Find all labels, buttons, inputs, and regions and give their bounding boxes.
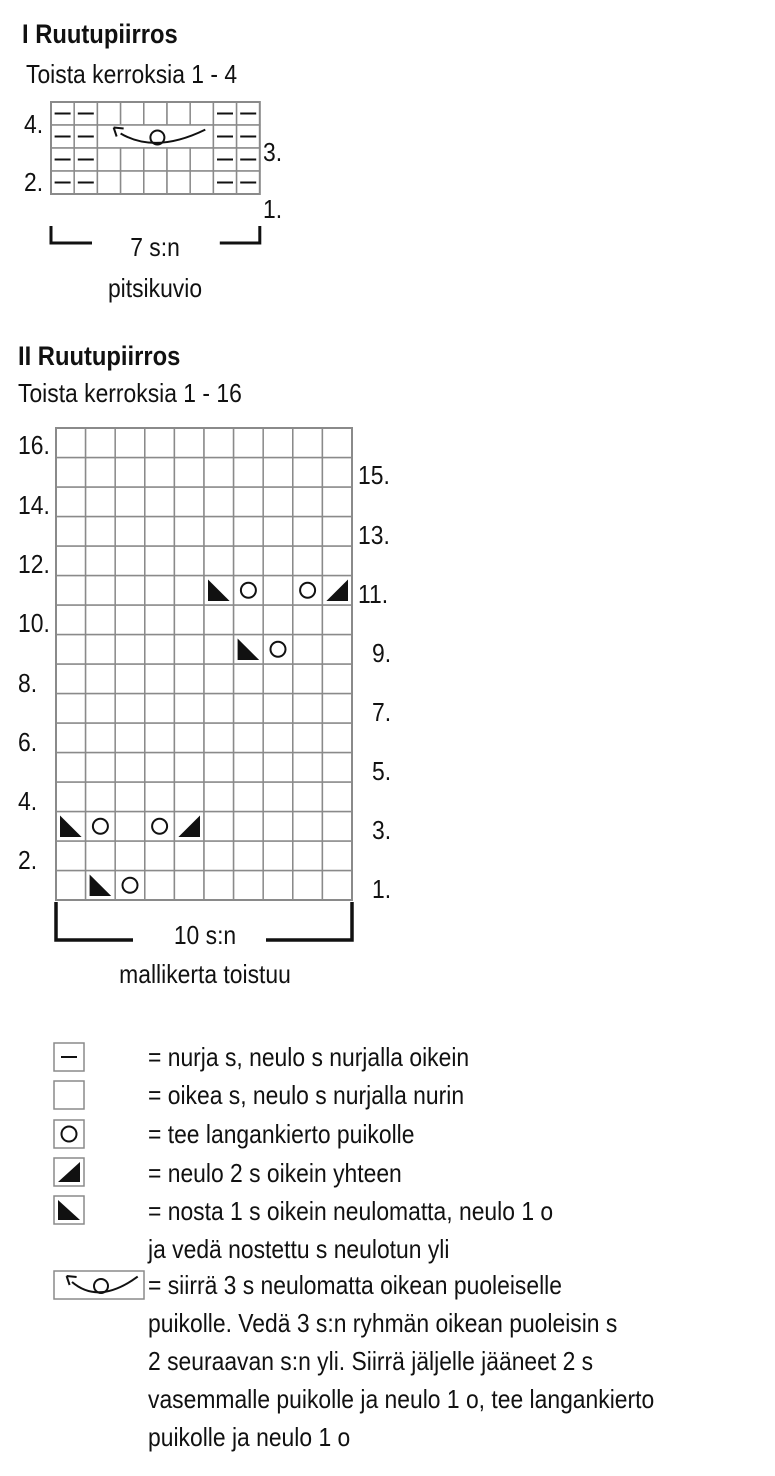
chart2-cell bbox=[174, 605, 204, 635]
chart1-grid bbox=[51, 102, 260, 194]
chart2-row-label-2: 2. bbox=[18, 845, 38, 875]
chart2-cell bbox=[293, 635, 323, 665]
chart2-cell bbox=[293, 487, 323, 517]
chart2-cell bbox=[263, 487, 293, 517]
chart2-cell bbox=[322, 871, 352, 901]
chart2-cell bbox=[86, 428, 116, 458]
chart2-cell bbox=[174, 753, 204, 783]
chart2-cell bbox=[86, 841, 116, 871]
chart2-cell bbox=[56, 841, 86, 871]
chart2-cell bbox=[115, 753, 145, 783]
legend-knit-box bbox=[54, 1081, 84, 1109]
legend-text-k2tog: = neulo 2 s oikein yhteen bbox=[148, 1158, 402, 1188]
chart2-cell bbox=[263, 546, 293, 576]
chart2-cell bbox=[263, 694, 293, 724]
chart1-cell bbox=[97, 148, 120, 171]
chart1-cell bbox=[190, 102, 213, 125]
chart2-cell bbox=[115, 428, 145, 458]
chart2-cell bbox=[174, 871, 204, 901]
chart2-cell bbox=[115, 458, 145, 488]
chart2-cell bbox=[293, 753, 323, 783]
chart2-cell bbox=[204, 517, 234, 547]
chart2-cell bbox=[293, 871, 323, 901]
chart2-cell bbox=[263, 753, 293, 783]
chart2-cell bbox=[322, 458, 352, 488]
chart2-cell bbox=[145, 458, 175, 488]
chart2-cell bbox=[234, 723, 264, 753]
chart1-cell bbox=[167, 148, 190, 171]
chart2-cell bbox=[86, 576, 116, 606]
chart2-bracket-left bbox=[56, 902, 133, 940]
chart1-bracket-left bbox=[51, 226, 92, 243]
chart2-cell bbox=[115, 635, 145, 665]
chart2-cell bbox=[322, 841, 352, 871]
chart2-cell bbox=[174, 428, 204, 458]
chart1-bracket bbox=[51, 226, 260, 243]
chart2-cell bbox=[234, 546, 264, 576]
chart2-cell bbox=[234, 782, 264, 812]
chart2-cell bbox=[145, 753, 175, 783]
chart1-width-label: 7 s:n bbox=[130, 232, 180, 262]
chart1-bracket-right bbox=[220, 226, 260, 243]
chart2-cell bbox=[115, 487, 145, 517]
chart2-cell bbox=[86, 664, 116, 694]
chart2-cell bbox=[145, 723, 175, 753]
chart2-row-label-10: 10. bbox=[18, 608, 50, 638]
chart2-repeat-label: mallikerta toistuu bbox=[119, 959, 291, 989]
chart2-cell bbox=[234, 871, 264, 901]
chart2-cell bbox=[56, 635, 86, 665]
chart2-cell bbox=[86, 753, 116, 783]
chart2-cell bbox=[322, 664, 352, 694]
chart2-cell bbox=[234, 458, 264, 488]
chart2-cell bbox=[115, 841, 145, 871]
chart2-cell bbox=[293, 782, 323, 812]
chart2-cell bbox=[145, 694, 175, 724]
chart2-cell bbox=[174, 782, 204, 812]
chart2-row-label-14: 14. bbox=[18, 490, 50, 520]
chart2-cell bbox=[204, 841, 234, 871]
chart2-cell bbox=[263, 428, 293, 458]
chart2-cell bbox=[145, 782, 175, 812]
chart2-cell bbox=[204, 458, 234, 488]
legend-yo-box bbox=[54, 1120, 84, 1148]
chart2-cell bbox=[204, 664, 234, 694]
chart2-row-label-4: 4. bbox=[18, 786, 38, 816]
chart2-cell bbox=[322, 812, 352, 842]
chart2-cell bbox=[115, 723, 145, 753]
chart2-cell bbox=[234, 487, 264, 517]
chart2-cell bbox=[86, 694, 116, 724]
chart2-cell bbox=[56, 871, 86, 901]
chart1-cell bbox=[167, 171, 190, 194]
chart2-cell bbox=[115, 871, 145, 901]
chart2-cell bbox=[204, 782, 234, 812]
chart2-cell bbox=[145, 841, 175, 871]
chart2-cell bbox=[86, 546, 116, 576]
legend-text-purl: = nurja s, neulo s nurjalla oikein bbox=[148, 1042, 470, 1072]
chart2-cell bbox=[204, 546, 234, 576]
chart2-cell bbox=[263, 576, 293, 606]
chart2-cell bbox=[204, 812, 234, 842]
chart2-cell bbox=[56, 694, 86, 724]
chart2-cell bbox=[263, 782, 293, 812]
chart2-cell bbox=[234, 694, 264, 724]
chart2-cell bbox=[204, 605, 234, 635]
chart2-cell bbox=[56, 605, 86, 635]
legend-symbols bbox=[54, 1043, 144, 1299]
chart2-cell bbox=[174, 723, 204, 753]
chart2-cell bbox=[86, 605, 116, 635]
chart1-cell bbox=[121, 148, 144, 171]
chart2-cell bbox=[263, 841, 293, 871]
chart2-cell bbox=[204, 428, 234, 458]
legend-text-knit: = oikea s, neulo s nurjalla nurin bbox=[148, 1080, 465, 1110]
chart2-cell bbox=[293, 723, 323, 753]
chart2-cell bbox=[86, 782, 116, 812]
chart2-row-label-13: 13. bbox=[358, 520, 390, 550]
chart2-cell bbox=[115, 812, 145, 842]
chart2-cell bbox=[56, 576, 86, 606]
chart2-cell bbox=[263, 871, 293, 901]
chart1-cell bbox=[121, 171, 144, 194]
chart2-cell bbox=[263, 605, 293, 635]
chart1-subtitle: Toista kerroksia 1 - 4 bbox=[26, 59, 238, 89]
chart1-cell bbox=[121, 102, 144, 125]
chart1-cell bbox=[97, 102, 120, 125]
chart2-cell bbox=[322, 635, 352, 665]
chart2-cell bbox=[174, 458, 204, 488]
chart1-cell bbox=[167, 102, 190, 125]
chart2-cell bbox=[234, 753, 264, 783]
chart2-cell bbox=[322, 694, 352, 724]
chart2-cell bbox=[86, 458, 116, 488]
chart2-cell bbox=[293, 458, 323, 488]
chart2-cell bbox=[234, 576, 264, 606]
chart2-cell bbox=[115, 694, 145, 724]
chart2-cell bbox=[204, 635, 234, 665]
chart2-cell bbox=[293, 428, 323, 458]
chart2-cell bbox=[293, 576, 323, 606]
chart2-bracket bbox=[56, 902, 352, 940]
chart2-cell bbox=[86, 723, 116, 753]
chart2-cell bbox=[293, 812, 323, 842]
chart1-row-label-1: 1. bbox=[263, 194, 283, 224]
chart2-cell bbox=[322, 517, 352, 547]
chart1-row-label-4: 4. bbox=[24, 109, 44, 139]
chart1-cell bbox=[144, 148, 167, 171]
chart1-cell bbox=[144, 171, 167, 194]
chart2-cell bbox=[86, 487, 116, 517]
chart2-cell bbox=[86, 517, 116, 547]
chart2-cell bbox=[56, 487, 86, 517]
chart2-cell bbox=[293, 605, 323, 635]
chart2-cell bbox=[204, 723, 234, 753]
chart2-cell bbox=[145, 871, 175, 901]
chart2-cell bbox=[56, 782, 86, 812]
chart2-cell bbox=[174, 546, 204, 576]
chart2-cell bbox=[56, 458, 86, 488]
chart1-cell bbox=[144, 102, 167, 125]
chart2-cell bbox=[234, 841, 264, 871]
chart2-cell bbox=[322, 753, 352, 783]
chart2-cell bbox=[174, 635, 204, 665]
chart2-cell bbox=[145, 487, 175, 517]
chart2-cell bbox=[174, 694, 204, 724]
chart2-grid bbox=[56, 428, 352, 900]
chart2-row-label-1: 1. bbox=[372, 874, 392, 904]
chart1-row-label-2: 2. bbox=[24, 167, 44, 197]
legend-text-ssk: = nosta 1 s oikein neulomatta, neulo 1 o ja vedä nostettu s neulotun yli bbox=[148, 1196, 554, 1264]
chart2-cell bbox=[115, 517, 145, 547]
chart2-cell bbox=[263, 458, 293, 488]
chart2-cell bbox=[263, 723, 293, 753]
chart2-cell bbox=[145, 576, 175, 606]
chart2-cell bbox=[263, 517, 293, 547]
chart2-cell bbox=[322, 723, 352, 753]
chart2-cell bbox=[204, 753, 234, 783]
chart2-cell bbox=[322, 428, 352, 458]
chart2-width-label: 10 s:n bbox=[173, 920, 237, 950]
chart2-row-label-5: 5. bbox=[372, 756, 392, 786]
chart2-cell bbox=[115, 576, 145, 606]
chart2-cell bbox=[145, 428, 175, 458]
chart2-cell bbox=[56, 546, 86, 576]
chart2-cell bbox=[145, 517, 175, 547]
chart2-cell bbox=[145, 546, 175, 576]
chart2-cell bbox=[234, 428, 264, 458]
chart2-cell bbox=[56, 723, 86, 753]
chart2-cell bbox=[174, 664, 204, 694]
chart2-row-label-11: 11. bbox=[358, 579, 389, 609]
chart2-cell bbox=[56, 753, 86, 783]
chart2-row-label-16: 16. bbox=[18, 430, 50, 460]
chart2-cell bbox=[174, 487, 204, 517]
chart1-repeat-label: pitsikuvio bbox=[107, 273, 203, 303]
chart2-cell bbox=[204, 694, 234, 724]
chart2-row-label-7: 7. bbox=[372, 697, 392, 727]
chart2-cell bbox=[145, 605, 175, 635]
chart2-cell bbox=[234, 517, 264, 547]
chart2-cell bbox=[293, 517, 323, 547]
chart2-subtitle: Toista kerroksia 1 - 16 bbox=[18, 378, 242, 408]
chart2-cell bbox=[204, 871, 234, 901]
chart2-cell bbox=[322, 546, 352, 576]
chart1-row-label-3: 3. bbox=[263, 137, 283, 167]
chart2-cell bbox=[322, 487, 352, 517]
chart2-cell bbox=[115, 605, 145, 635]
chart2-cell bbox=[86, 635, 116, 665]
chart2-bracket-right bbox=[266, 902, 352, 940]
chart2-row-label-12: 12. bbox=[18, 549, 50, 579]
chart2-cell bbox=[115, 664, 145, 694]
chart2-row-label-15: 15. bbox=[358, 460, 390, 490]
chart1-title: I Ruutupiirros bbox=[22, 19, 178, 49]
legend-text-yo: = tee langankierto puikolle bbox=[148, 1119, 415, 1149]
chart2-cell bbox=[322, 782, 352, 812]
chart2-cell bbox=[56, 517, 86, 547]
chart2-cell bbox=[263, 812, 293, 842]
chart2-cell bbox=[263, 635, 293, 665]
chart2-cell bbox=[293, 841, 323, 871]
chart1-cell bbox=[97, 171, 120, 194]
chart2-cell bbox=[234, 812, 264, 842]
chart2-cell bbox=[86, 812, 116, 842]
chart2-cell bbox=[204, 487, 234, 517]
chart2-cell bbox=[293, 546, 323, 576]
chart2-cell bbox=[145, 664, 175, 694]
chart2-cell bbox=[56, 428, 86, 458]
legend-text-cross3: = siirrä 3 s neulomatta oikean puoleiselle puikolle. Vedä 3 s:n ryhmän oikean puoleisin s 2 seuraavan s:n yli. Siirrä jäljelle jääneet 2 s vasemmalle puikolle ja neulo 1 o, tee langankierto puikolle ja neulo 1 o bbox=[148, 1270, 655, 1452]
chart2-cell bbox=[174, 517, 204, 547]
chart1-cell bbox=[190, 171, 213, 194]
chart2-cell bbox=[115, 782, 145, 812]
chart2-row-label-6: 6. bbox=[18, 727, 38, 757]
chart2-cell bbox=[263, 664, 293, 694]
chart2-cell bbox=[145, 635, 175, 665]
chart2-cell bbox=[293, 694, 323, 724]
chart2-cell bbox=[56, 664, 86, 694]
chart2-cell bbox=[234, 605, 264, 635]
chart2-title: II Ruutupiirros bbox=[18, 341, 181, 371]
chart2-cell bbox=[145, 812, 175, 842]
chart2-cell bbox=[174, 841, 204, 871]
chart2-cell bbox=[234, 664, 264, 694]
chart2-cell bbox=[293, 664, 323, 694]
chart2-row-label-8: 8. bbox=[18, 668, 38, 698]
chart2-row-label-3: 3. bbox=[372, 815, 392, 845]
chart1-cell bbox=[190, 148, 213, 171]
chart2-row-label-9: 9. bbox=[372, 638, 392, 668]
chart2-cell bbox=[322, 605, 352, 635]
chart2-cell bbox=[174, 576, 204, 606]
chart2-cell bbox=[115, 546, 145, 576]
